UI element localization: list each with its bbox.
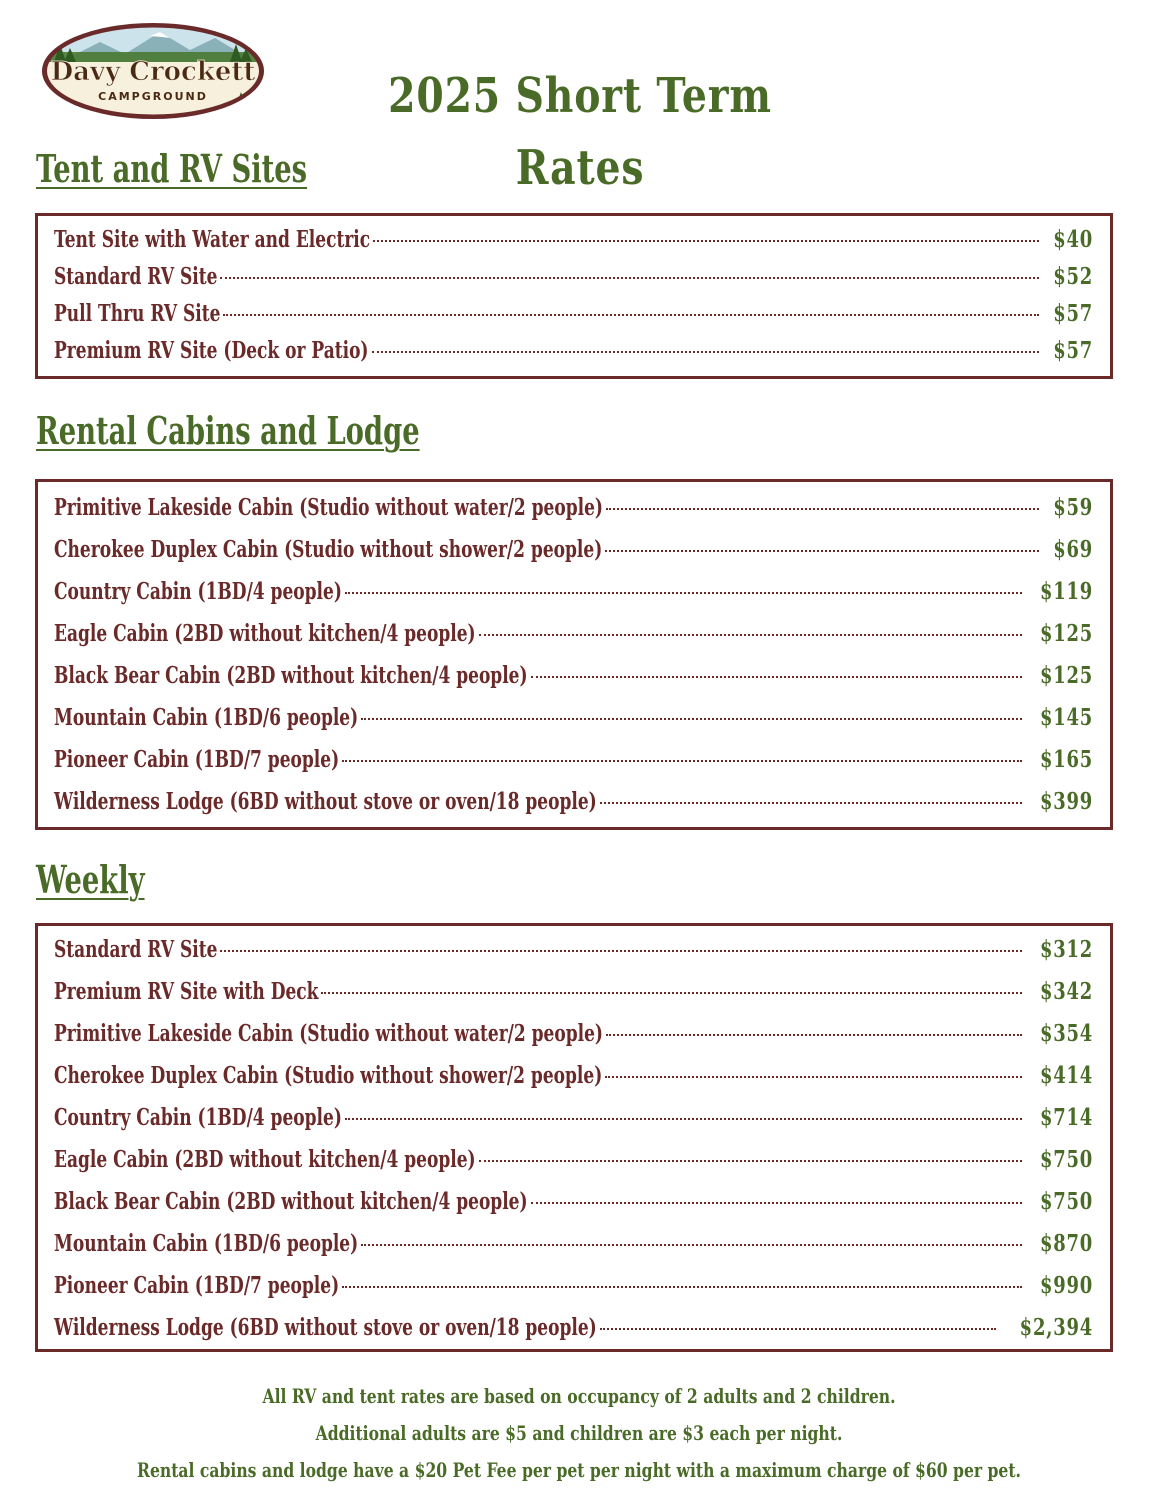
rate-name: Premium RV Site (Deck or Patio) <box>54 337 369 364</box>
rate-price: $165 <box>1039 746 1093 773</box>
dot-leader <box>342 760 1022 762</box>
rate-row <box>54 1314 1093 1356</box>
rate-price: $69 <box>1053 536 1093 563</box>
rate-name: Eagle Cabin (2BD without kitchen/4 people) <box>54 1146 476 1173</box>
dot-leader <box>345 1118 1022 1120</box>
rate-row <box>54 746 1093 788</box>
rate-row <box>54 226 1093 263</box>
rate-price: $125 <box>1039 620 1093 647</box>
rate-price: $354 <box>1039 1020 1093 1047</box>
rate-row <box>54 1146 1093 1188</box>
rate-row <box>54 662 1093 704</box>
dot-leader <box>600 1328 996 1330</box>
rate-name: Primitive Lakeside Cabin (Studio without water/2 people) <box>54 1020 603 1047</box>
section-heading-tent-rv: Tent and RV Sites <box>36 146 308 191</box>
dot-leader <box>342 1286 1022 1288</box>
dot-leader <box>606 1034 1022 1036</box>
rate-name: Mountain Cabin (1BD/6 people) <box>54 1230 359 1257</box>
rate-name: Country Cabin (1BD/4 people) <box>54 1104 342 1131</box>
rate-price: $125 <box>1039 662 1093 689</box>
rate-name: Wilderness Lodge (6BD without stove or oven/18 people) <box>54 1314 597 1341</box>
rate-price: $870 <box>1039 1230 1093 1257</box>
rate-price: $119 <box>1039 578 1093 605</box>
rate-row <box>54 494 1093 536</box>
rate-price: $57 <box>1053 300 1093 327</box>
rate-row <box>54 1230 1093 1272</box>
rate-row <box>54 300 1093 337</box>
rate-price: $59 <box>1053 494 1093 521</box>
rate-price: $990 <box>1039 1272 1093 1299</box>
rate-row <box>54 620 1093 662</box>
footnote-additional-guests: Additional adults are $5 and children are $3 each per night. <box>315 1421 843 1445</box>
rate-price: $40 <box>1053 226 1093 253</box>
rate-price: $342 <box>1039 978 1093 1005</box>
dot-leader <box>479 634 1022 636</box>
rate-table-cabins-lodge <box>35 479 1113 830</box>
logo-emblem <box>40 22 266 120</box>
rate-row <box>54 1188 1093 1230</box>
dot-leader <box>345 592 1022 594</box>
rate-table-tent-rv <box>35 213 1113 379</box>
rate-name: Pioneer Cabin (1BD/7 people) <box>54 1272 340 1299</box>
rate-price: $57 <box>1053 337 1093 364</box>
dot-leader <box>373 240 1039 242</box>
dot-leader <box>600 802 1022 804</box>
rate-name: Pull Thru RV Site <box>54 300 221 327</box>
rate-price: $714 <box>1039 1104 1093 1131</box>
rate-price: $399 <box>1039 788 1093 815</box>
rate-name: Pioneer Cabin (1BD/7 people) <box>54 746 340 773</box>
rate-name: Cherokee Duplex Cabin (Studio without shower/2 people) <box>54 1062 603 1089</box>
rate-row <box>54 936 1093 978</box>
rate-row <box>54 578 1093 620</box>
rate-row <box>54 788 1093 830</box>
rate-row <box>54 1020 1093 1062</box>
rate-price: $52 <box>1053 263 1093 290</box>
logo-subtitle: CAMPGROUND <box>98 90 208 103</box>
rate-row <box>54 536 1093 578</box>
page-title: 2025 Short Term Rates <box>388 68 772 196</box>
rate-price: $2,394 <box>1019 1314 1093 1341</box>
dot-leader <box>605 1076 1022 1078</box>
rate-name: Wilderness Lodge (6BD without stove or oven/18 people) <box>54 788 597 815</box>
rate-row <box>54 263 1093 300</box>
dot-leader <box>321 992 1022 994</box>
dot-leader <box>372 351 1039 353</box>
logo-wordmark: Davy Crockett <box>50 57 256 87</box>
rate-row <box>54 1062 1093 1104</box>
rate-price: $750 <box>1039 1188 1093 1215</box>
rate-name: Eagle Cabin (2BD without kitchen/4 people) <box>54 620 476 647</box>
footnote-pet-fee: Rental cabins and lodge have a $20 Pet Fee per pet per night with a maximum charge of $60 per pet. <box>136 1458 1021 1482</box>
rate-name: Primitive Lakeside Cabin (Studio without water/2 people) <box>54 494 603 521</box>
rate-price: $145 <box>1039 704 1093 731</box>
dot-leader <box>361 718 1022 720</box>
rate-row <box>54 1104 1093 1146</box>
rate-row <box>54 337 1093 374</box>
dot-leader <box>531 676 1022 678</box>
rate-name: Standard RV Site <box>54 263 218 290</box>
dot-leader <box>479 1160 1022 1162</box>
section-heading-cabins-lodge: Rental Cabins and Lodge <box>36 408 420 453</box>
dot-leader <box>220 277 1039 279</box>
dot-leader <box>605 550 1039 552</box>
rate-table-weekly <box>35 923 1113 1352</box>
rate-row <box>54 978 1093 1020</box>
dot-leader <box>220 950 1022 952</box>
rate-name: Country Cabin (1BD/4 people) <box>54 578 342 605</box>
rate-name: Tent Site with Water and Electric <box>54 226 371 253</box>
rate-name: Black Bear Cabin (2BD without kitchen/4 people) <box>54 1188 528 1215</box>
rate-row <box>54 1272 1093 1314</box>
rate-name: Cherokee Duplex Cabin (Studio without shower/2 people) <box>54 536 603 563</box>
dot-leader <box>606 508 1039 510</box>
rate-name: Mountain Cabin (1BD/6 people) <box>54 704 359 731</box>
dot-leader <box>531 1202 1022 1204</box>
rate-name: Black Bear Cabin (2BD without kitchen/4 people) <box>54 662 528 689</box>
rate-price: $414 <box>1039 1062 1093 1089</box>
rate-price: $750 <box>1039 1146 1093 1173</box>
rate-row <box>54 704 1093 746</box>
rate-price: $312 <box>1039 936 1093 963</box>
campground-logo <box>40 22 266 120</box>
dot-leader <box>223 314 1039 316</box>
dot-leader <box>361 1244 1022 1246</box>
footnote-occupancy: All RV and tent rates are based on occupancy of 2 adults and 2 children. <box>262 1384 896 1408</box>
rate-name: Standard RV Site <box>54 936 218 963</box>
section-heading-weekly: Weekly <box>36 857 145 902</box>
rate-name: Premium RV Site with Deck <box>54 978 319 1005</box>
